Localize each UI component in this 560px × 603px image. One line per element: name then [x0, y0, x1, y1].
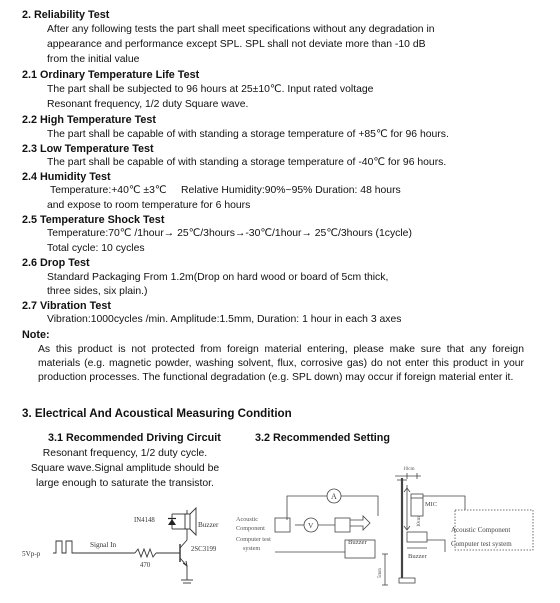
driving-circuit-diagram	[20, 500, 235, 595]
voltmeter-label: V	[308, 521, 314, 530]
buzzer-left-shape	[350, 516, 370, 530]
mic-label: MIC	[425, 501, 438, 508]
note-heading: Note:	[22, 329, 50, 341]
computer-right-label: Computer test system	[451, 540, 512, 548]
section-3-1-line-3: large enough to saturate the transistor.	[36, 478, 214, 489]
buzzer-label: Buzzer	[198, 521, 219, 529]
buzzer-left-label: Buzzer	[348, 539, 367, 546]
section-2-heading: 2. Reliability Test	[22, 9, 110, 21]
section-3-1-line-2: Square wave.Signal amplitude should be	[30, 463, 220, 474]
signal-in-label: Signal In	[90, 541, 117, 549]
note-line-1: As this product is not protected from foreign material entering, please make sure that any foreign	[38, 344, 524, 355]
resistor-label: 470	[140, 562, 151, 569]
computer-left-label-1: Computer test	[236, 536, 271, 543]
dim-bottom-label: 5mm	[378, 568, 383, 578]
intro-line-1: After any following tests the part shall meet specifications without any degradation in	[47, 24, 435, 35]
section-2-3-heading: 2.3 Low Temperature Test	[22, 143, 154, 155]
intro-line-3: from the initial value	[47, 54, 140, 65]
section-2-7-line-1: Vibration:1000cycles /min. Amplitude:1.5mm, Duration: 1 hour in each 3 axes	[47, 314, 402, 325]
transistor-label: 2SC3199	[191, 546, 217, 553]
computer-left-label-2: system	[243, 545, 261, 552]
section-2-2-heading: 2.2 High Temperature Test	[22, 114, 156, 126]
section-2-3-line-1: The part shall be capable of with standing a storage temperature of -40℃ for 96 hours.	[47, 157, 447, 168]
section-3-heading: 3. Electrical And Acoustical Measuring Condition	[22, 407, 292, 420]
section-2-6-line-2: three sides, six plain.)	[47, 286, 148, 297]
resistor	[135, 549, 156, 557]
acoustic-left-label-2: Component	[236, 525, 265, 532]
section-2-5-heading: 2.5 Temperature Shock Test	[22, 214, 165, 226]
dim-side-label: 10cm	[417, 516, 422, 527]
section-2-4-line-1: Temperature:+40℃ ±3℃ Relative Humidity:90%~95% Duration: 48 hours	[50, 185, 401, 196]
section-3-1-heading: 3.1 Recommended Driving Circuit	[48, 432, 221, 444]
section-2-4-line-2: and expose to room temperature for 6 hours	[47, 200, 251, 211]
dim-top-label: 10cm	[403, 466, 415, 472]
intro-line-2: appearance and performance except SPL. SPL shall not deviate more than -10 dB	[47, 39, 426, 50]
component-box-left	[275, 518, 290, 532]
note-line-3: production processes. The functional degradation (e.g. SPL down) may occur if foreign material enter it.	[38, 372, 514, 384]
acoustic-left-label-1: Acoustic	[236, 516, 258, 523]
diode-symbol	[168, 519, 176, 525]
section-2-5-line-2: Total cycle: 10 cycles	[47, 243, 145, 254]
section-2-7-heading: 2.7 Vibration Test	[22, 300, 112, 312]
section-2-5-line-1: Temperature:70℃ /1hour→ 25℃/3hours→-30℃/1hour→ 25℃/3hours (1cycle)	[47, 228, 412, 239]
diode-label: IN4148	[134, 517, 155, 524]
note-paragraph	[38, 343, 524, 386]
section-2-6-heading: 2.6 Drop Test	[22, 257, 90, 269]
acoustic-right-label: Acoustic Component	[451, 526, 511, 534]
section-2-2-line-1: The part shall be capable of with standing a storage temperature of +85℃ for 96 hours.	[47, 129, 449, 140]
section-3-2-heading: 3.2 Recommended Setting	[255, 432, 390, 444]
note-line-2: materials (e.g. magnetic powder, washing solvent, flux, corrosive gas) do not enter this product in your	[38, 358, 524, 370]
buzzer-right-box	[407, 532, 427, 542]
buzzer-right-label: Buzzer	[408, 553, 427, 560]
section-3-1-line-1: Resonant frequency, 1/2 duty cycle.	[42, 448, 208, 459]
vpp-label: 5Vp-p	[22, 550, 41, 558]
square-wave-signal	[53, 541, 76, 553]
section-2-1-line-1: The part shall be subjected to 96 hours at 25±10℃. Input rated voltage	[47, 84, 374, 95]
section-2-1-heading: 2.1 Ordinary Temperature Life Test	[22, 69, 200, 81]
recommended-setting-diagram	[235, 460, 545, 600]
section-2-1-line-2: Resonant frequency, 1/2 duty Square wave.	[47, 99, 249, 110]
mic-box	[411, 494, 423, 516]
component-box-middle	[335, 518, 350, 532]
section-2-4-heading: 2.4 Humidity Test	[22, 171, 111, 183]
buzzer-symbol	[185, 514, 190, 529]
section-2-6-line-1: Standard Packaging From 1.2m(Drop on hard wood or board of 5cm thick,	[47, 272, 389, 283]
ammeter-label: A	[331, 492, 337, 501]
